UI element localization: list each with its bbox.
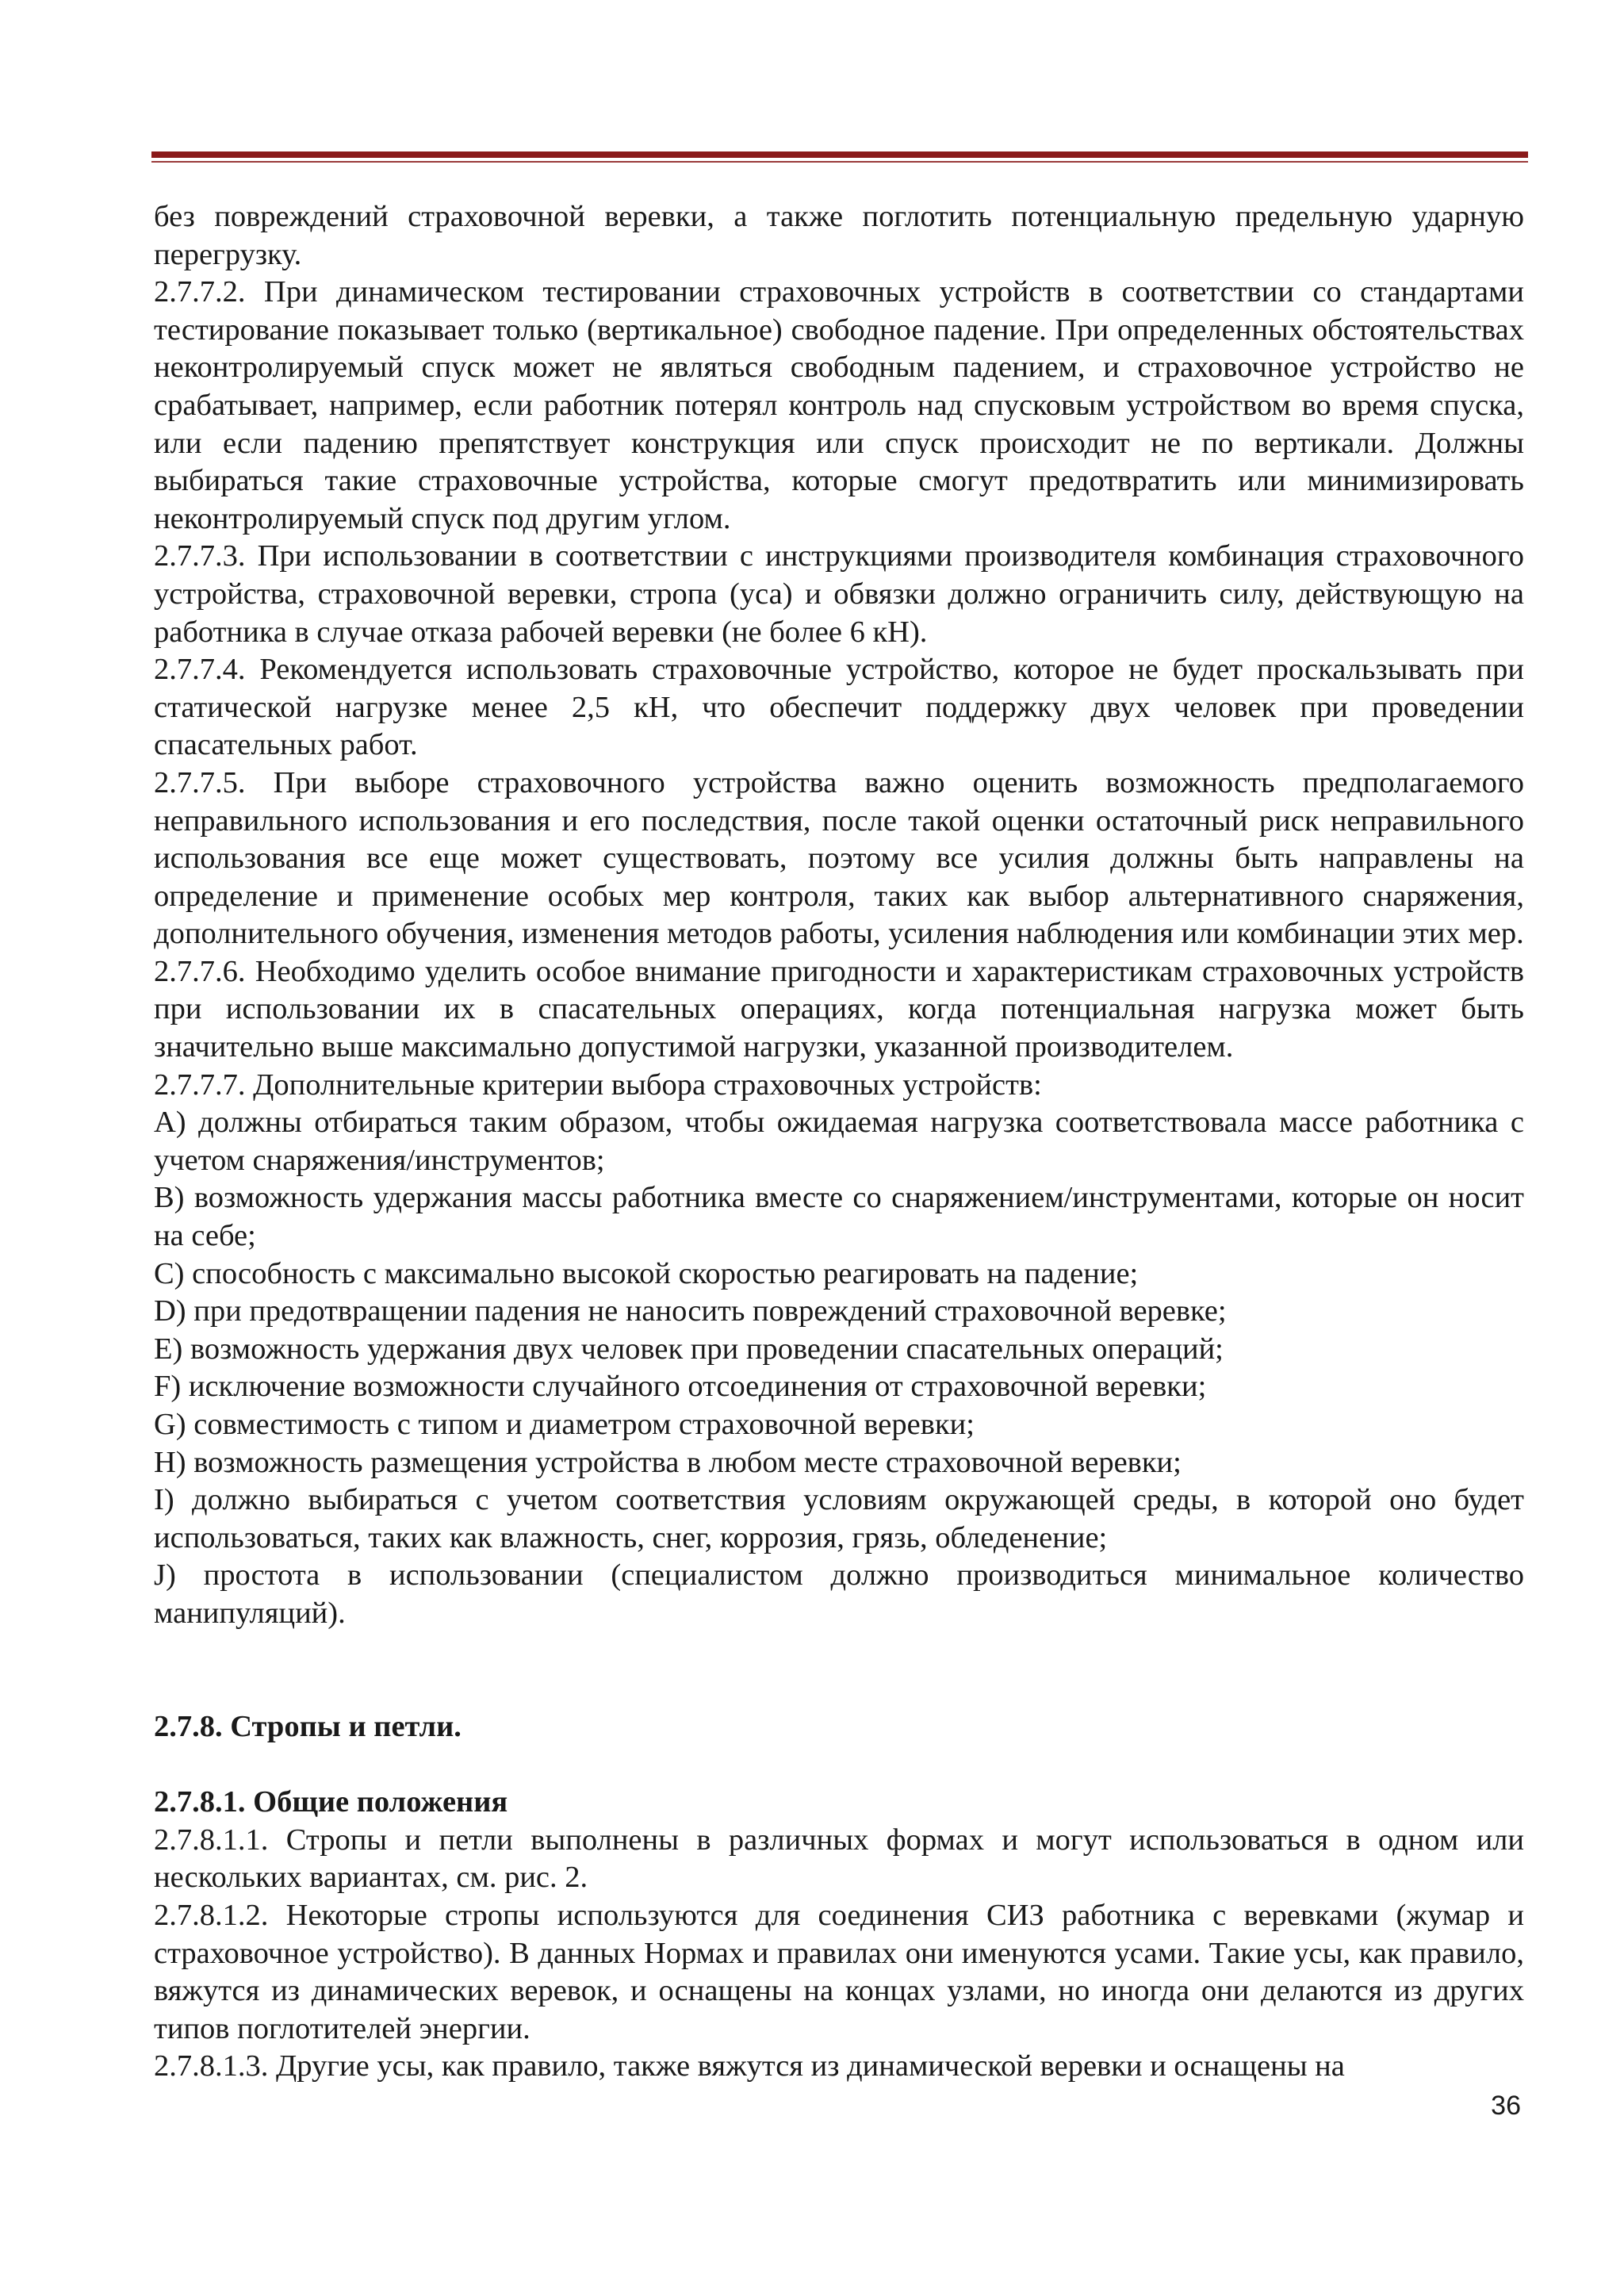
spacer xyxy=(154,1633,1524,1708)
list-item: G) совместимость с типом и диаметром страховочной веревки; xyxy=(154,1408,975,1441)
paragraph: без повреждений страховочной веревки, а также поглотить потенциальную предельную ударную перегрузку. xyxy=(154,200,1524,271)
paragraph: 2.7.8.1.3. Другие усы, как правило, также вяжутся из динамической веревки и оснащены на xyxy=(154,2049,1345,2083)
list-item: H) возможность размещения устройства в любом месте страховочной веревки; xyxy=(154,1445,1182,1479)
list-item: B) возможность удержания массы работника вместе со снаряжением/инструментами, которые он носит на себе; xyxy=(154,1181,1524,1253)
subsection-heading: 2.7.8.1. Общие положения xyxy=(154,1785,508,1819)
page-number: 36 xyxy=(1491,2091,1521,2121)
paragraph: 2.7.7.6. Необходимо уделить особое внимание пригодности и характеристикам страховочных устройств при использовании их в спасательных операциях, когда потенциальная нагрузка может быть значительно выше максимально допустимой нагрузки, указанной производителем. xyxy=(154,954,1524,1064)
paragraph: 2.7.8.1.1. Стропы и петли выполнены в различных формах и могут использоваться в одном или нескольких вариантах, см. рис. 2. xyxy=(154,1823,1524,1895)
list-item: I) должно выбираться с учетом соответствия условиям окружающей среды, в которой оно будет использоваться, таких как влажность, снег, коррозия, грязь, обледенение; xyxy=(154,1483,1524,1554)
paragraph: 2.7.7.7. Дополнительные критерии выбора страховочных устройств: xyxy=(154,1068,1042,1102)
paragraph: 2.7.7.3. При использовании в соответствии с инструкциями производителя комбинация страховочного устройства, страховочной веревки, стропа (уса) и обвязки должно ограничить силу, действующую на работника в случае отказа рабочей веревки (не более 6 кН). xyxy=(154,539,1524,649)
document-body xyxy=(154,198,1524,2086)
list-item: D) при предотвращении падения не наносить повреждений страховочной веревке; xyxy=(154,1294,1227,1328)
list-item: J) простота в использовании (специалистом должно производиться минимальное количество манипуляций). xyxy=(154,1558,1524,1630)
section-heading: 2.7.8. Стропы и петли. xyxy=(154,1709,462,1743)
paragraph: 2.7.7.4. Рекомендуется использовать страховочные устройство, которое не будет проскальзывать при статической нагрузке менее 2,5 кН, что обеспечит поддержку двух человек при проведении спасательных работ. xyxy=(154,653,1524,762)
header-rule-thin xyxy=(151,161,1528,163)
paragraph: 2.7.7.2. При динамическом тестировании страховочных устройств в соответствии со стандартами тестирование показывает только (вертикальное) свободное падение. При определенных обстоятельствах неконтролируемый спуск может не являться свободным падением, и страховочное устройство не срабатывает, например, если работник потерял контроль над спусковым устройством во время спуска, или если падению препятствует конструкция или спуск происходит не по вертикали. Должны выбираться такие страховочные устройства, которые смогут предотвратить или минимизировать неконтролируемый спуск под другим углом. xyxy=(154,275,1524,535)
list-item: A) должны отбираться таким образом, чтобы ожидаемая нагрузка соответствовала массе работника с учетом снаряжения/инструментов; xyxy=(154,1106,1524,1177)
header-rule xyxy=(151,151,1528,158)
paragraph: 2.7.8.1.2. Некоторые стропы используются для соединения СИЗ работника с веревками (жумар и страховочное устройство). В данных Нормах и правилах они именуются усами. Такие усы, как правило, вяжутся из динамических веревок, и оснащены на концах узлами, но иногда они делаются из других типов поглотителей энергии. xyxy=(154,1898,1524,2045)
list-item: E) возможность удержания двух человек при проведении спасательных операций; xyxy=(154,1332,1224,1366)
list-item: F) исключение возможности случайного отсоединения от страховочной веревки; xyxy=(154,1370,1207,1404)
paragraph: 2.7.7.5. При выборе страховочного устройства важно оценить возможность предполагаемого неправильного использования и его последствия, после такой оценки остаточный риск неправильного использования все еще может существовать, поэтому все усилия должны быть направлены на определение и применение особых мер контроля, таких как выбор альтернативного снаряжения, дополнительного обучения, изменения методов работы, усиления наблюдения или комбинации этих мер. xyxy=(154,765,1524,951)
list-item: C) способность с максимально высокой скоростью реагировать на падение; xyxy=(154,1256,1139,1290)
spacer xyxy=(154,1746,1524,1784)
